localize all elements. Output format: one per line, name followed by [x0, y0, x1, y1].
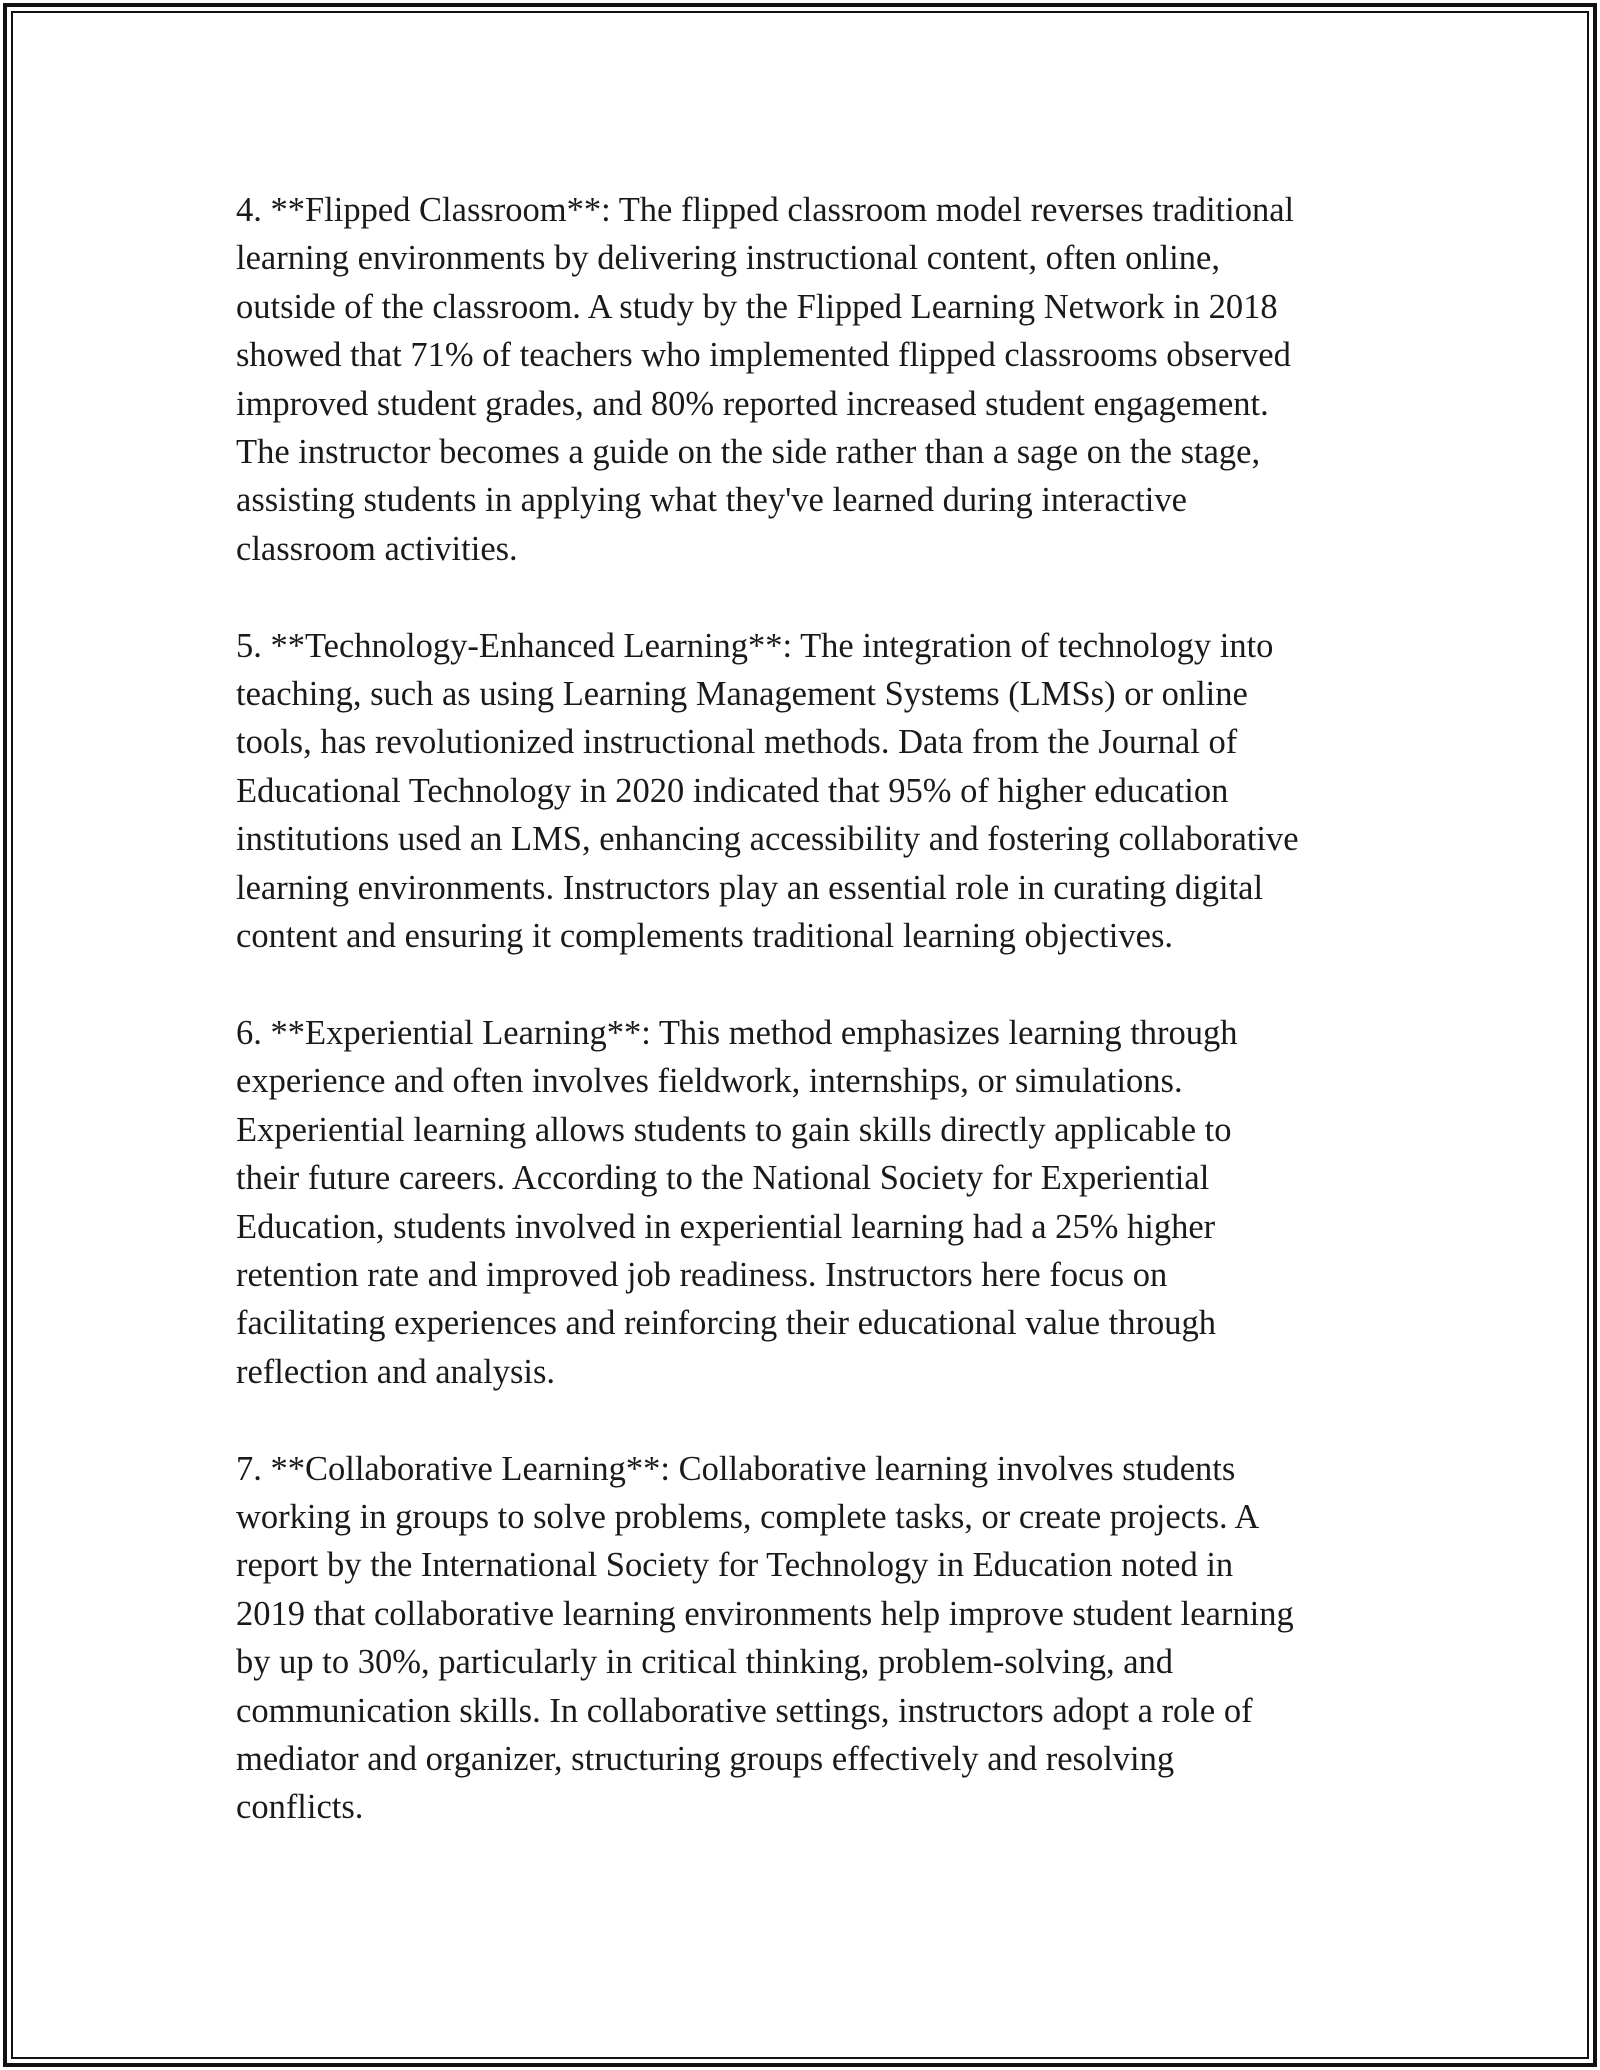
document-body: [236, 186, 1396, 1880]
paragraph-experiential-learning: 6. **Experiential Learning**: This method emphasizes learning through experience and often involves fieldwork, internships, or simulations. Experiential learning allows students to gain skills directly applicable to their future careers. According to the National Society for Experiential Education, students involved in experiential learning had a 25% higher retention rate and improved job readiness. Instructors here focus on facilitating experiences and reinforcing their educational value through reflection and analysis.: [236, 1013, 1238, 1391]
paragraph-technology-enhanced-learning: 5. **Technology-Enhanced Learning**: The integration of technology into teaching, such as using Learning Management Systems (LMSs) or online tools, has revolutionized instructional methods. Data from the Journal of Educational Technology in 2020 indicated that 95% of higher education institutions used an LMS, enhancing accessibility and fostering collaborative learning environments. Instructors play an essential role in curating digital content and ensuring it complements traditional learning objectives.: [236, 626, 1299, 956]
paragraph-collaborative-learning: 7. **Collaborative Learning**: Collaborative learning involves students working in groups to solve problems, complete tasks, or create projects. A report by the International Society for Technology in Education noted in 2019 that collaborative learning environments help improve student learning by up to 30%, particularly in critical thinking, problem-solving, and communication skills. In collaborative settings, instructors adopt a role of mediator and organizer, structuring groups effectively and resolving conflicts.: [236, 1449, 1294, 1827]
paragraph-flipped-classroom: 4. **Flipped Classroom**: The flipped classroom model reverses traditional learning environments by delivering instructional content, often online, outside of the classroom. A study by the Flipped Learning Network in 2018 showed that 71% of teachers who implemented flipped classrooms observed improved student grades, and 80% reported increased student engagement. The instructor becomes a guide on the side rather than a sage on the stage, assisting students in applying what they've learned during interactive classroom activities.: [236, 191, 1295, 568]
